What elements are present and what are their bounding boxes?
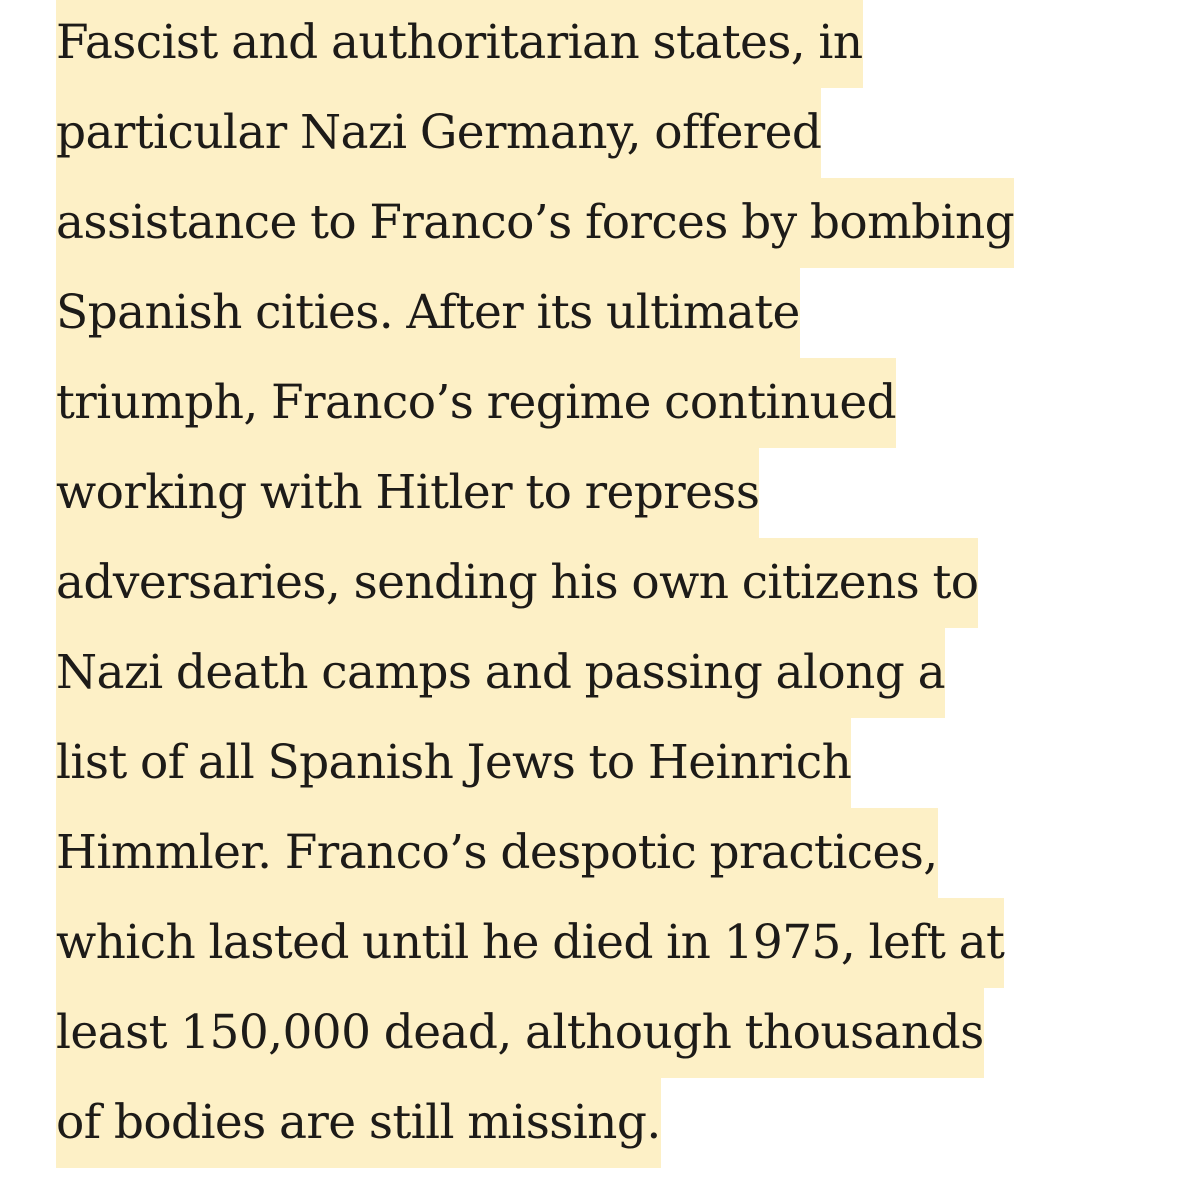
highlighted-text[interactable]: Fascist and authoritarian states, in: [56, 0, 863, 88]
highlighted-text[interactable]: assistance to Franco’s forces by bombing: [56, 178, 1014, 268]
passage-line: [0, 973, 1179, 1063]
passage-line: [0, 883, 1179, 973]
highlighted-text[interactable]: of bodies are still missing.: [56, 1078, 661, 1168]
passage-line: [0, 343, 1179, 433]
passage-line: [0, 1063, 1179, 1153]
highlighted-text[interactable]: triumph, Franco’s regime continued: [56, 358, 896, 448]
passage-line: [0, 163, 1179, 253]
passage-line: [0, 253, 1179, 343]
passage-line: [0, 0, 1179, 73]
passage-line: [0, 73, 1179, 163]
highlighted-text[interactable]: Himmler. Franco’s despotic practices,: [56, 808, 938, 898]
highlighted-text[interactable]: list of all Spanish Jews to Heinrich: [56, 718, 851, 808]
passage-line: [0, 523, 1179, 613]
passage-line: [0, 793, 1179, 883]
highlighted-text[interactable]: particular Nazi Germany, offered: [56, 88, 821, 178]
highlighted-text[interactable]: adversaries, sending his own citizens to: [56, 538, 978, 628]
passage-line: [0, 613, 1179, 703]
passage-line: [0, 433, 1179, 523]
passage-line: [0, 703, 1179, 793]
highlighted-text[interactable]: Spanish cities. After its ultimate: [56, 268, 800, 358]
highlighted-text[interactable]: least 150,000 dead, although thousands: [56, 988, 984, 1078]
highlighted-text[interactable]: which lasted until he died in 1975, left at: [56, 898, 1004, 988]
highlighted-text[interactable]: working with Hitler to repress: [56, 448, 759, 538]
highlighted-text[interactable]: Nazi death camps and passing along a: [56, 628, 945, 718]
